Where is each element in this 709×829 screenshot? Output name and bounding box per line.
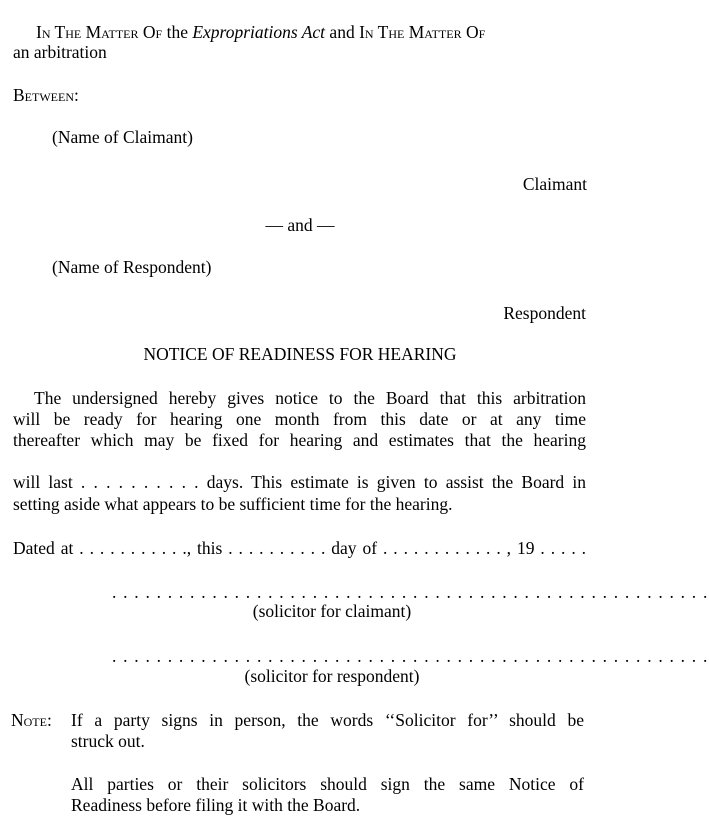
note-para2-line2: Readiness before filing it with the Board.: [71, 795, 361, 815]
body-line-5: setting aside what appears to be sufficient time for the hearing.: [13, 494, 453, 514]
claimant-name: (Name of Claimant): [52, 127, 193, 147]
note-para2-line1: All parties or their solicitors should sign the same Notice of: [71, 774, 584, 794]
act-name: Expropriations Act: [192, 22, 326, 42]
notice-title: NOTICE OF READINESS FOR HEARING: [143, 344, 457, 364]
body-line-2: will be ready for hearing one month from this date or at any time: [13, 409, 586, 429]
caption-line-2: an arbitration: [13, 42, 107, 62]
caption-prefix: In The Matter Of: [36, 22, 163, 42]
caption-and: and: [329, 22, 355, 42]
respondent-label: Respondent: [503, 303, 586, 323]
and-separator: — and —: [265, 215, 335, 235]
body-line-1: The undersigned hereby gives notice to the Board that this arbitration: [34, 388, 586, 408]
between-label: Between:: [13, 85, 79, 105]
note-para1-line2: struck out.: [71, 731, 145, 751]
claimant-label: Claimant: [522, 174, 587, 194]
respondent-name: (Name of Respondent): [52, 257, 212, 277]
dated-line: Dated at . . . . . . . . . . ., this . . . . . . . . . . day of . . . . . . . . . . . . , 19 . . . . .: [13, 538, 586, 558]
body-line-4: will last . . . . . . . . . . days. This estimate is given to assist the Board in: [13, 472, 586, 492]
note-label: Note:: [11, 710, 52, 730]
caption-suffix: In The Matter Of: [359, 22, 486, 42]
caption-the: the: [166, 22, 188, 42]
note-para1-line1: If a party signs in person, the words ‘‘Solicitor for’’ should be: [71, 710, 584, 730]
body-line-3: thereafter which may be fixed for hearing and estimates that the hearing: [13, 430, 586, 450]
caption-line-1: [36, 22, 485, 43]
respondent-signature-caption: (solicitor for respondent): [244, 666, 420, 686]
claimant-signature-line: . . . . . . . . . . . . . . . . . . . . . . . . . . . . . . . . . . . . . . . . . . . . . . . . . . . . . .: [112, 582, 709, 602]
claimant-signature-caption: (solicitor for claimant): [252, 601, 412, 621]
respondent-signature-line: . . . . . . . . . . . . . . . . . . . . . . . . . . . . . . . . . . . . . . . . . . . . . . . . . . . . . .: [112, 646, 709, 666]
